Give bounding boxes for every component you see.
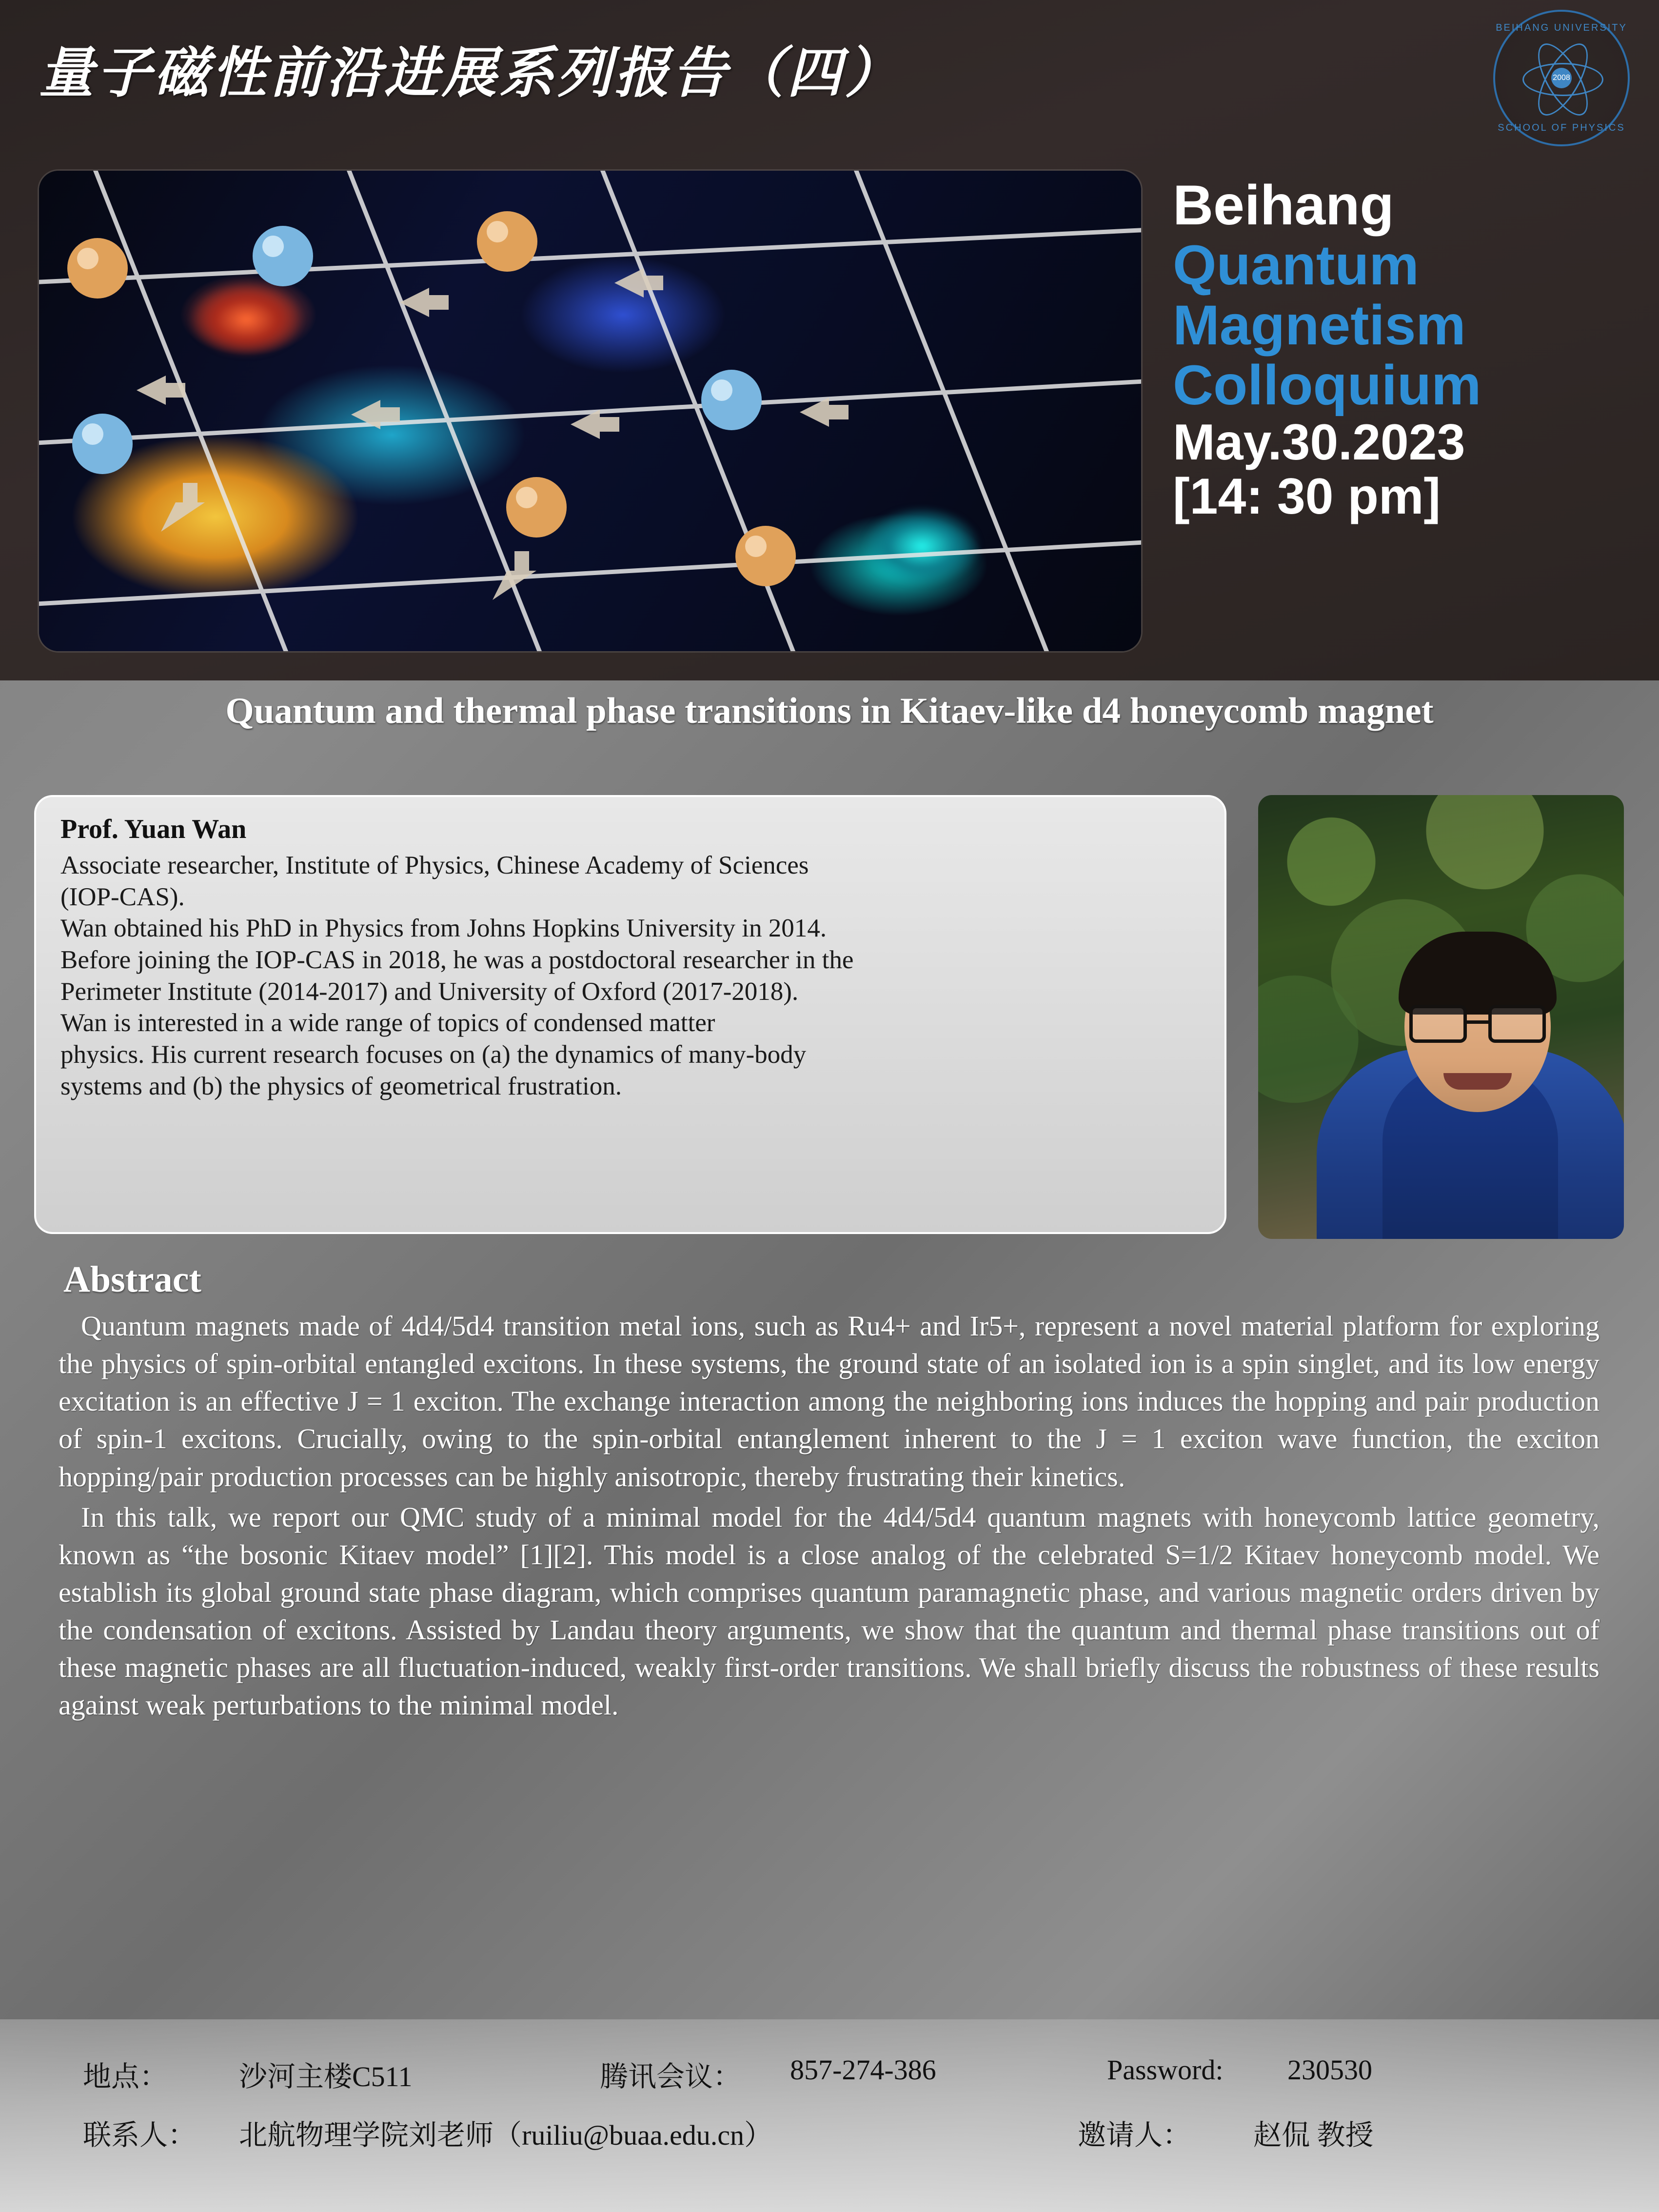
- speaker-bio-line: (IOP-CAS).: [60, 882, 185, 911]
- header-line-colloquium: Colloquium: [1173, 354, 1481, 417]
- location-value: 沙河主楼C511: [239, 2061, 413, 2092]
- header-line-beihang: Beihang: [1173, 174, 1394, 237]
- speaker-bio-line: physics. His current research focuses on (a) the dynamics of many-body: [60, 1040, 807, 1069]
- abstract-heading: Abstract: [63, 1259, 201, 1300]
- footer-bar: [0, 2019, 1659, 2212]
- password-label: Password:: [1107, 2054, 1224, 2086]
- header-date: May.30.2023: [1173, 414, 1465, 471]
- logo-year-label: 2008: [1553, 74, 1570, 82]
- speaker-bio-line: Wan is interested in a wide range of topics of condensed matter: [60, 1009, 715, 1037]
- series-title: 量子磁性前沿进展系列报告（四）: [39, 43, 902, 104]
- password-value: 230530: [1287, 2054, 1372, 2086]
- speaker-name: Prof. Yuan Wan: [60, 814, 247, 844]
- talk-title: Quantum and thermal phase transitions in Kitaev-like d4 honeycomb magnet: [225, 691, 1434, 731]
- university-logo: [1493, 10, 1630, 146]
- abstract-body: [59, 1307, 1600, 1727]
- contact-value[interactable]: 北航物理学院刘老师（ruiliu@buaa.edu.cn）: [239, 2119, 773, 2151]
- portrait-smile: [1443, 1073, 1512, 1090]
- speaker-bio-line: Before joining the IOP-CAS in 2018, he was a postdoctoral researcher in the: [60, 945, 854, 974]
- speaker-bio-line: systems and (b) the physics of geometrical frustration.: [60, 1072, 622, 1100]
- logo-ring-bottom-text: SCHOOL OF PHYSICS: [1498, 122, 1625, 133]
- meeting-id-value: 857-274-386: [790, 2054, 936, 2086]
- speaker-bio-line: Associate researcher, Institute of Physics, Chinese Academy of Sciences: [60, 851, 809, 879]
- header-time: [14: 30 pm]: [1173, 468, 1441, 525]
- speaker-portrait: [1258, 795, 1624, 1239]
- glasses-icon: [1409, 1005, 1546, 1043]
- hero-lattice-graphic: [39, 171, 1141, 651]
- speaker-bio-line: Wan obtained his PhD in Physics from Johns Hopkins University in 2014.: [60, 914, 827, 943]
- location-label: 地点：: [83, 2061, 168, 2092]
- speaker-info-card: [34, 795, 1226, 1234]
- colloquium-header: [1173, 176, 1641, 524]
- abstract-paragraph: In this talk, we report our QMC study of a minimal model for the 4d4/5d4 quantum magnets with honeycomb lattice geometry, known as “the bosonic Kitaev model” [1][2]. This model is a close analog of the celebrated S=1/2 Kitaev honeycomb model. We establish its global ground state phase diagram, which comprises quantum paramagnetic phase, and various magnetic orders driven by the condensation of excitons. Assisted by Landau theory arguments, we show that the quantum and thermal phase transitions out of these magnetic phases are all fluctuation-induced, weakly first-order transitions. We shall briefly discuss the robustness of these results against weak perturbations to the minimal model.: [59, 1501, 1600, 1721]
- inviter-value: 赵侃 教授: [1253, 2119, 1374, 2151]
- logo-ring-top-text: BEIHANG UNIVERSITY: [1496, 22, 1627, 33]
- header-line-quantum: Quantum: [1173, 234, 1419, 297]
- inviter-label: 邀请人：: [1078, 2119, 1191, 2151]
- contact-label: 联系人：: [83, 2119, 197, 2151]
- meeting-label: 腾讯会议：: [600, 2061, 742, 2092]
- abstract-paragraph: Quantum magnets made of 4d4/5d4 transition metal ions, such as Ru4+ and Ir5+, represent a novel material platform for exploring the physics of spin-orbital entangled excitons. In these systems, the ground state of an isolated ion is a spin singlet, and its low energy excitation is an effective J = 1 exciton. The exchange interaction among the neighboring ions induces the hopping and pair production of spin-1 excitons. Crucially, owing to the spin-orbital entanglement inherent to the J = 1 exciton wave function, the exciton hopping/pair production processes can be highly anisotropic, thereby frustrating their kinetics.: [59, 1310, 1600, 1493]
- header-line-magnetism: Magnetism: [1173, 294, 1466, 357]
- hero-image: [39, 171, 1141, 651]
- speaker-bio-line: Perimeter Institute (2014-2017) and University of Oxford (2017-2018).: [60, 977, 799, 1006]
